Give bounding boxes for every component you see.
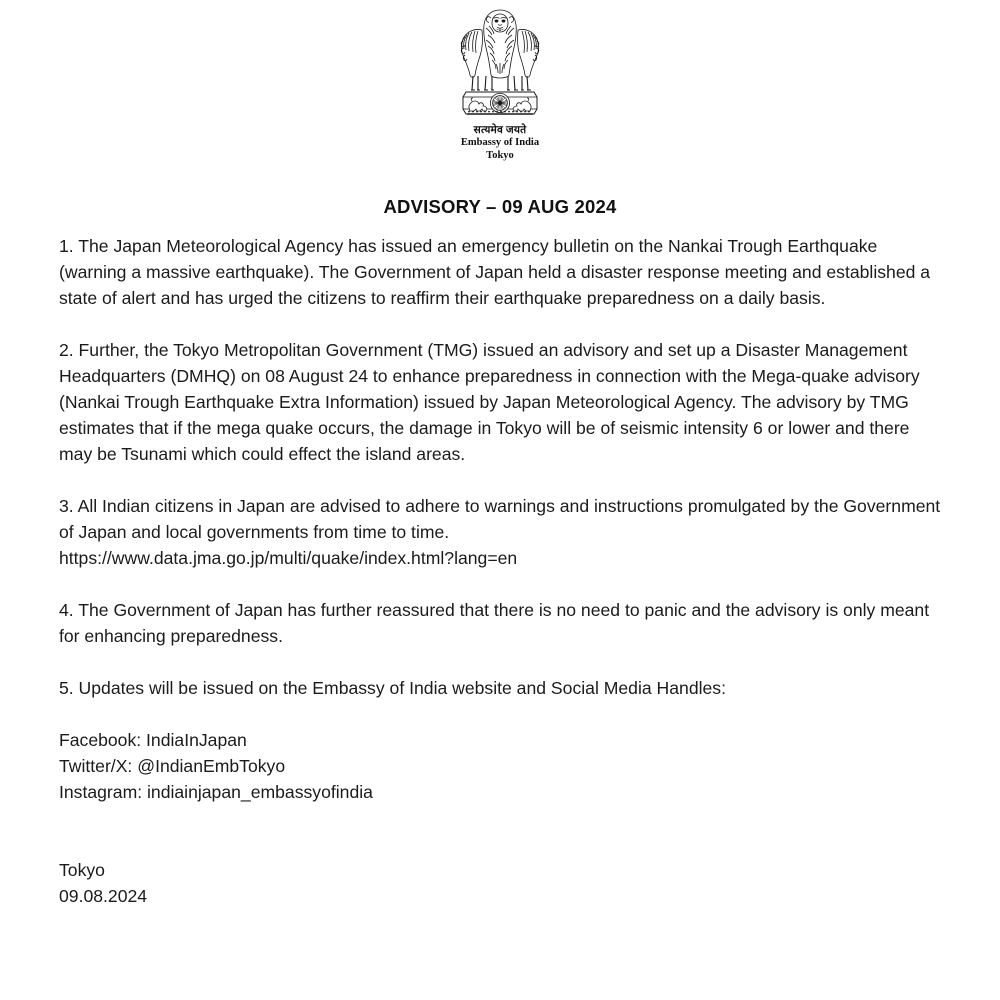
handle-facebook[interactable]: Facebook: IndiaInJapan: [59, 730, 247, 750]
reference-url-text[interactable]: https://www.data.jma.go.jp/multi/quake/index.html?lang=en: [59, 548, 518, 568]
emblem-motto: सत्यमेव जयते: [473, 125, 527, 136]
national-emblem-icon: [452, 6, 548, 124]
emblem-caption: [461, 125, 539, 162]
social-media-handles: [59, 727, 943, 805]
advisory-paragraph-1: 1. The Japan Meteorological Agency has issued an emergency bulletin on the Nankai Trough Earthquake (warning a massive earthquake). The Government of Japan held a disaster response meeting and established a state of alert and has urged the citizens to reaffirm their earthquake preparedness on a daily basis.: [59, 236, 931, 308]
advisory-body: [59, 233, 943, 909]
advisory-paragraph-3: 3. All Indian citizens in Japan are advised to adhere to warnings and instructions promulgated by the Government of Japan and local governments from time to time.: [59, 496, 941, 542]
emblem-city: Tokyo: [486, 149, 514, 161]
emblem-organization: Embassy of India: [460, 137, 540, 149]
handle-twitter-x[interactable]: Twitter/X: @IndianEmbTokyo: [59, 756, 286, 776]
letterhead: [0, 0, 1000, 162]
signoff-place: Tokyo: [59, 860, 105, 880]
advisory-paragraph-4: 4. The Government of Japan has further reassured that there is no need to panic and the advisory is only meant for enhancing preparedness.: [59, 600, 930, 646]
advisory-paragraph-2: 2. Further, the Tokyo Metropolitan Government (TMG) issued an advisory and set up a Disaster Management Headquarters (DMHQ) on 08 August 24 to enhance preparedness in connection with the Mega-quake advisory (Nankai Trough Earthquake Extra Information) issued by Japan Meteorological Agency. The advisory by TMG estimates that if the mega quake occurs, the damage in Tokyo will be of seismic intensity 6 or lower and there may be Tsunami which could effect the island areas.: [59, 340, 920, 464]
signoff-block: [59, 857, 943, 909]
page-title: ADVISORY – 09 AUG 2024: [383, 196, 617, 218]
handle-instagram[interactable]: Instagram: indiainjapan_embassyofindia: [59, 782, 373, 802]
reference-url[interactable]: [59, 545, 943, 571]
advisory-paragraph-5: 5. Updates will be issued on the Embassy of India website and Social Media Handles:: [59, 678, 726, 698]
signoff-date: 09.08.2024: [59, 886, 148, 906]
